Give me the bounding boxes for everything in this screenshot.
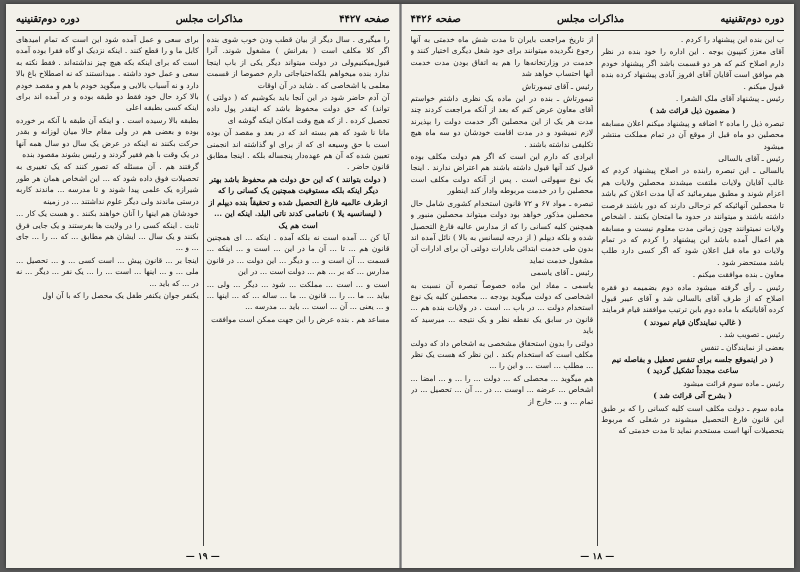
paragraph: ایرادی که دارم این است که اگر هم دولت مکلف بوده قبول کند آنها قبول داشته باشند هم اعتراض ندارند . اینجا یک نوع سهولتی است . پس از آنکه دولت مکلف است محصلین را در خدمت مربوطه وادار کند اینطور	[410, 152, 594, 196]
paragraph: اینجا بر ... قانون پیش ... است کسی ... و ... تحصیل ... ملی ... و ... اینها ... است ... را ... یک نفر ... دیگر ... نه در ... که باید ...	[16, 255, 199, 288]
paragraph: رئیس ـ آقای بالسالی	[718, 154, 784, 164]
paragraph: رئیس ـ تصویب شد .	[719, 330, 784, 340]
paragraph: هم میگوید ... محصلی که ... دولت ... را ... و ... امضا ... اشخاص ... عرضه ... اوست ... در ... آن ... تحصیل ... در تمام ... و ... خارج از	[410, 373, 594, 406]
paragraph: از تاریخ مراجعت بایران تا مدت شش ماه خدمتی به آنها رجوع نگردیده میتوانند برای خود شغل دیگری اختیار کنند و خدمت در وزارتخانه‌ها را هم به اتفاق بودن مدت خدمت آنها احتساب خواهد شد	[410, 35, 594, 79]
paragraph: یکنفر جوان یکنفر طفل یک محصل را که با آن اول	[42, 290, 199, 300]
right-page-column-left	[411, 34, 594, 546]
right-page-number-label: صفحه ۴۴۲۶	[410, 13, 461, 25]
paragraph: ( غالب نمایندگان قیام نمودند )	[643, 317, 742, 327]
paragraph: است و ... است ... مملکت ... شود ... دیگر ... ولی ... بیاید ... ما ... را ... قانون ... ما ... ساله ... که ... اینها ... و ... یعنی ... آن ... است ... باید ... مدرسه ...	[206, 279, 390, 312]
paragraph: دولتی را بدون استحقاق مشخصی به اشخاص داد که دولت مکلف است که استخدام بکند . این نظر که هست یک نظر ... مطلب ... است ... و این را ...	[410, 338, 594, 371]
paragraph: برای سعی و عمل آمده شود این است که تمام امیدهای کابل ما و را قطع کنند . اینکه نزدیک او گاه فقرا بوده آمده است که برای اینکه بکه هیچ چیز نداشته‌اند . فقط نکته به سعی و عمل خود داشته . میدانستند که نه اصطلاح باغ بالا دارد و نه آسیاب بالایی و میگوید خودم با هم و مقصد خودم بالا کرد حال خود فقط دو طبقه بوده و در آمده اند برای اینکه کسی بطبقه‌ اعلی	[16, 35, 199, 113]
right-page-title: مذاکرات مجلس	[557, 13, 625, 25]
left-page-title: مذاکرات مجلس	[175, 13, 243, 25]
right-page-header	[411, 10, 785, 31]
left-page-footer-number: — ۱۹ —	[185, 552, 220, 562]
paragraph: بطبقه بالا رسیده است . و اینکه آن طبقه با آنکه بر خورده بوده و بعضی هم در ولی مقام حالا میان لوزانه و بقدر حرکت بکنند نه اینکه در عرض یک سال دو سال همه آنها در یک وقت با هم فقیر گردند و رئیس بشوند مقصود بنده	[16, 115, 199, 160]
paragraph: ( در اینموقع جلسه برای تنفس تعطیل و بفاصله نیم ساعت مجدداً تشکیل گردید )	[611, 354, 774, 376]
paragraph: خودشان هم اینها را آنان خواهند بکنند . و هست یک کار ... ثابت . اینکه کسی را در ولایت ها بفرستند و یک جایی فرق بکنند و یک سال ... ایشان هم مطابق ... که ... را ... جای ... و ...	[16, 209, 199, 253]
left-page-header	[16, 10, 390, 31]
left-page	[6, 4, 401, 568]
paragraph: بعضی از نمایندگان ـ تنفس	[701, 342, 784, 352]
right-page-column-right	[601, 34, 784, 546]
paragraph: تبصره ـ مواد ۶۷ و ۷۲ قانون استخدام کشوری شامل حال محصلین مذکور خواهد بود دولت میتواند محصلین منبور و همچنین کلیه کسانی را که از مدارس عالیه فارغ التحصیل شده و بلکه دیپلم ( از درجه لیسانس به بالا ) نائل آمده اند بدون طی خدمت ابتدائی بادارات دولتی آن برای ادارات آن مشغول خدمت نماید	[410, 198, 594, 265]
paragraph: مانا نا شود که هم بسته اند که در بعد و مقصد آن بوده است با حق وسیعه ای که از برای او گذاشته اند انجمنی تعیین شده که آن هم عهده‌دار پنجساله بلکه . اینجا مطابق قانون حاضر .	[206, 128, 390, 172]
paragraph: آن آدم حاضر شود در این آنجا باید بکوشیم که ( دولتی ) تواند) که حق دولت محفوظ باشد که اینقدر پول داده تحصیل کرده . از که هیچ وقت امکان اینکه گوشه ای	[206, 93, 390, 125]
paragraph: ( بشرح آتی قرائت شد )	[653, 391, 733, 401]
paragraph: گرفتند هم . آن مسئله که تصور کنند که یک تغییری به تحصیلات فوق داده شود که ... این اشخاص همان هر طور شیرازه یک علمی پیدا شوند و تا مدرسه ... ماندند کاربه درستی ماندند ولی دیگر علوم نداشتند ... در زمینه	[16, 162, 199, 206]
right-page-column-divider	[597, 34, 598, 546]
left-page-number-label: صفحه ۴۴۲۷	[339, 13, 390, 25]
left-page-column-left	[16, 34, 199, 546]
paragraph: یاسمی ـ مفاد این ماده خصوصاً تبصره آن نسبت به اشخاصی که دولت میگوید بودجه ... محصلین کلیه یک نوع استخدام دولت ... در باب ... است . در ولایات بنده هم ... قانون در سابق یک نقطه نظر و یک نتیجه ... میرسید که باید	[410, 280, 594, 336]
paragraph: مساعد هم . بنده عرض را این جهت ممکن است موافقت	[211, 314, 390, 324]
paragraph: رئیس ـ آقای یاسمی	[530, 268, 594, 278]
paragraph: ( دولت بتوانند ) که این حق دولت هم محفوظ باشد بهتر دیگر اینکه بلکه مستوفیت همچنین یک کسانی را که ازطرف عالمیه فارغ التحصیل شده و تحقیقاً بنده دیپلم از ( لیسانسیه یلا ) ناتمامی کدند ناتی البلد. اینکه این ... است هم یک	[208, 174, 388, 230]
paragraph: ماده سوم ـ دولت مکلف است کلیه کسانی را که بر طبق این قانون فارغ التحصیل میشوند در شغلی که مربوط بتحصیلات آنها است مستخدم نماید تا مدت خدمتی که	[601, 403, 784, 436]
left-page-column-divider	[203, 34, 204, 546]
paragraph: آقای معزز کنپیون بوجه . این اداره را خود بنده در نظر دارم اصلاح کنم که هر دو قسمت باشد اگر پیشنهاد خودم هم موافق است آقایان آقای افروز آبادی پیشنهاد کرده بنده قبول میکنم .	[601, 47, 784, 91]
paragraph: آیا کن ... آمده است نه بلکه آمده . اینکه ... ای همچنین قانون هم ... تا ... آن ما در این ... است و ... اینکه ... قسمت ... آن است و ... و دیگر ... این دولت ... در قانون مدارس ... که بر ... هم ... دولت است ... در این	[206, 232, 390, 277]
left-page-session: دوره دوم‌تقنینیه	[16, 13, 80, 25]
paragraph: رئیس ـ پیشنهاد آقای ملک الشعرا .	[675, 94, 784, 104]
paragraph: تیمورتاش ـ بنده در این ماده یک نظری داشتم خواستم آقای معاون عرض کنم که بعد از آنکه مراجعت کردند چند مدت هر یک از این محصلین اگر خدمت دولت را بپذیرند لازم نمیشود و در مدت اقامت خودشان دو سه ماه هیچ تکلیفی نداشته باشند .	[410, 94, 594, 149]
paragraph: را میگیری . سال دیگر از بیان قطب‌ ودن خوب شوی بنده اگر کلا مکلف است ( بقرانش ) مشغول شوند. آنرا قبول‌میکنیم‌ولی در دولت میتواند دیگر یکی از باب اینجا‌ ندارد بنده میخواهم بلکه‌احتیاجاتی دارم خصوصا از قسمت معلمی یا اشخاصی که . شاید در آن اوقات	[206, 35, 390, 90]
paragraph: رئیس ـ آقای تیمورتاش	[521, 81, 594, 91]
book-gutter	[399, 4, 402, 568]
paragraph: بالسالی ـ این تبصره رابنده در اصلاح پیشنهاد کردم که غالب آقایان ولایات ملتفت میشدند محصلین ولایات هم اعزام شوند و مطبق میفرمائید که آیا مدت اعلان کم باشد تا محصلین آنهائیکه کم ترحالی دارند که دور باشند فرصت داشته باشند و میتوانند در حدود ما امتحان بکنند . اشخاص ولایات نمیتوانند چون زمانی مدت معلوم نیست و مسابقه هم اعمال آمده باشد این پیشنهاد را کردم که در تمام ولایات دو ماه قبل اعلان شود که اگر کسی دارد طلب باشد مستحضر شود .	[601, 166, 784, 267]
paragraph: ب این بنده این پیشنهاد را کردم .	[680, 35, 784, 44]
right-page	[401, 4, 795, 568]
paragraph: معاون ـ بنده موافقت میکنم .	[692, 270, 784, 280]
book-spread	[6, 4, 794, 568]
right-page-footer-number: — ۱۸ —	[580, 552, 615, 562]
paragraph: رئیس ـ رأی گرفته میشود ماده دوم بضمیمه دو فقره اصلاح که از طرف آقای بالسالی شد و آقای عیبر قبول کرده آقایانیکه با ماده دوم بابن ترتیب موافقند قیام فرمایند	[601, 282, 784, 315]
right-page-session: دوره دوم‌تقنینیه	[720, 13, 784, 25]
paragraph: تبصره ذیل را ماده ۲ اضافه و پیشنهاد میکنم اعلان مسابقه محصلین دو ماه قبل از موقع آن در تمام مملکت منتشر میشود	[601, 118, 784, 151]
paragraph: ( مضمون ذیل قرائت شد )	[649, 106, 736, 116]
left-page-column-right	[207, 34, 390, 546]
paragraph: رئیس ـ ماده سوم قرائت میشود	[683, 378, 784, 388]
